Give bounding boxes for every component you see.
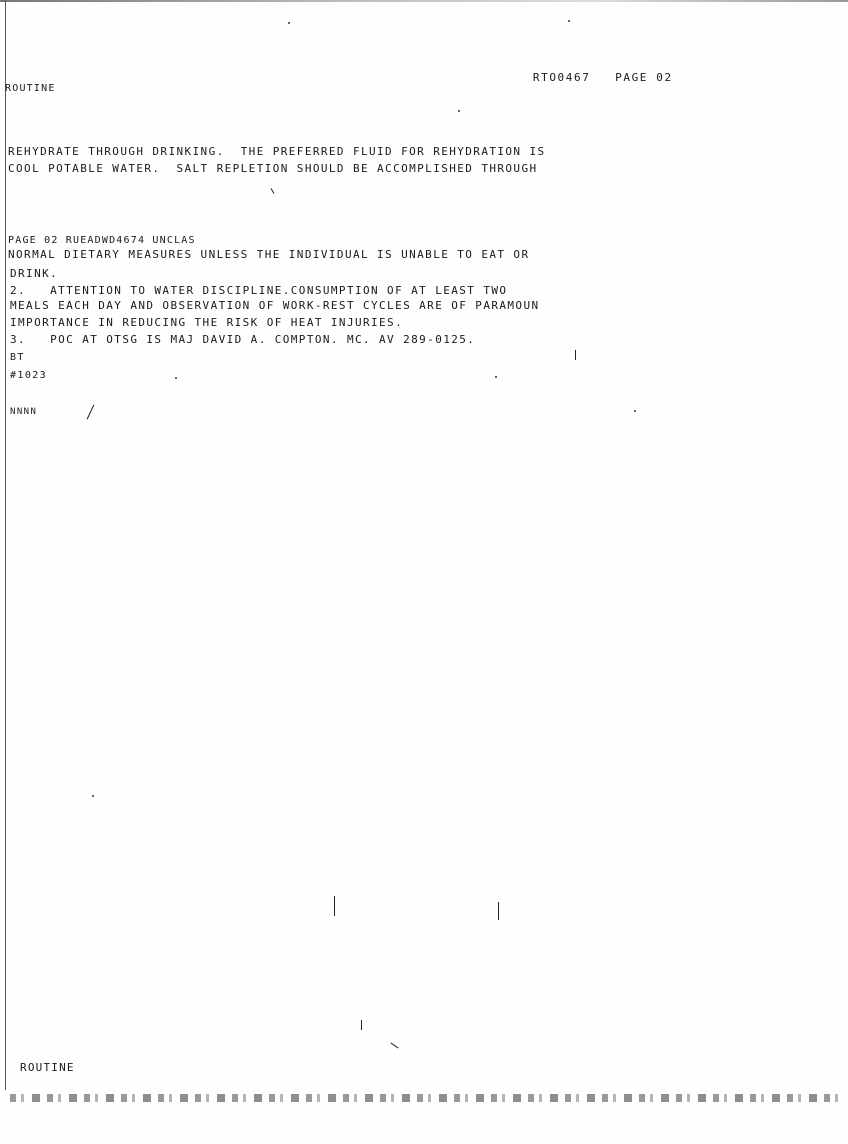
scan-speck <box>92 795 94 797</box>
page-label: PAGE 02 <box>615 71 673 84</box>
end-marker: NNNN <box>10 407 38 417</box>
scan-speck <box>634 410 636 412</box>
scan-mark <box>361 1020 362 1030</box>
scan-noise-strip <box>10 1094 845 1102</box>
paragraph-line: NORMAL DIETARY MEASURES UNLESS THE INDIVIDUAL IS UNABLE TO EAT OR <box>8 248 530 261</box>
bt-marker: BT <box>10 352 25 363</box>
body-line: REHYDRATE THROUGH DRINKING. THE PREFERRED FLUID FOR REHYDRATION IS <box>8 145 546 158</box>
paragraph-line: 3. POC AT OTSG IS MAJ DAVID A. COMPTON. MC. AV 289-0125. <box>10 333 476 346</box>
scan-mark <box>391 1043 399 1049</box>
page-header-line: PAGE 02 RUEADWD4674 UNCLAS <box>8 235 196 246</box>
scan-speck <box>288 22 290 24</box>
scan-speck <box>495 376 497 378</box>
page-header <box>500 60 673 96</box>
classification-bottom: ROUTINE <box>20 1061 75 1074</box>
scan-speck <box>568 20 570 22</box>
scan-speck <box>458 110 460 112</box>
page-top-edge <box>0 0 848 2</box>
scan-mark <box>87 405 95 420</box>
scan-mark <box>334 896 335 916</box>
body-line: COOL POTABLE WATER. SALT REPLETION SHOULD BE ACCOMPLISHED THROUGH <box>8 162 538 175</box>
classification-top: ROUTINE <box>5 83 56 94</box>
page-left-edge <box>5 0 6 1090</box>
paragraph-line: DRINK. <box>10 267 59 280</box>
message-number: #1023 <box>10 370 48 381</box>
scan-mark <box>498 902 499 920</box>
paragraph-line: 2. ATTENTION TO WATER DISCIPLINE.CONSUMPTION OF AT LEAST TWO <box>10 284 508 297</box>
scan-speck <box>175 377 177 379</box>
scan-mark <box>271 188 275 194</box>
paragraph-line: IMPORTANCE IN REDUCING THE RISK OF HEAT INJURIES. <box>10 316 404 329</box>
paragraph-line: MEALS EACH DAY AND OBSERVATION OF WORK-REST CYCLES ARE OF PARAMOUN <box>10 299 540 312</box>
scan-mark <box>575 350 576 360</box>
doc-id: RTO0467 <box>532 71 591 84</box>
